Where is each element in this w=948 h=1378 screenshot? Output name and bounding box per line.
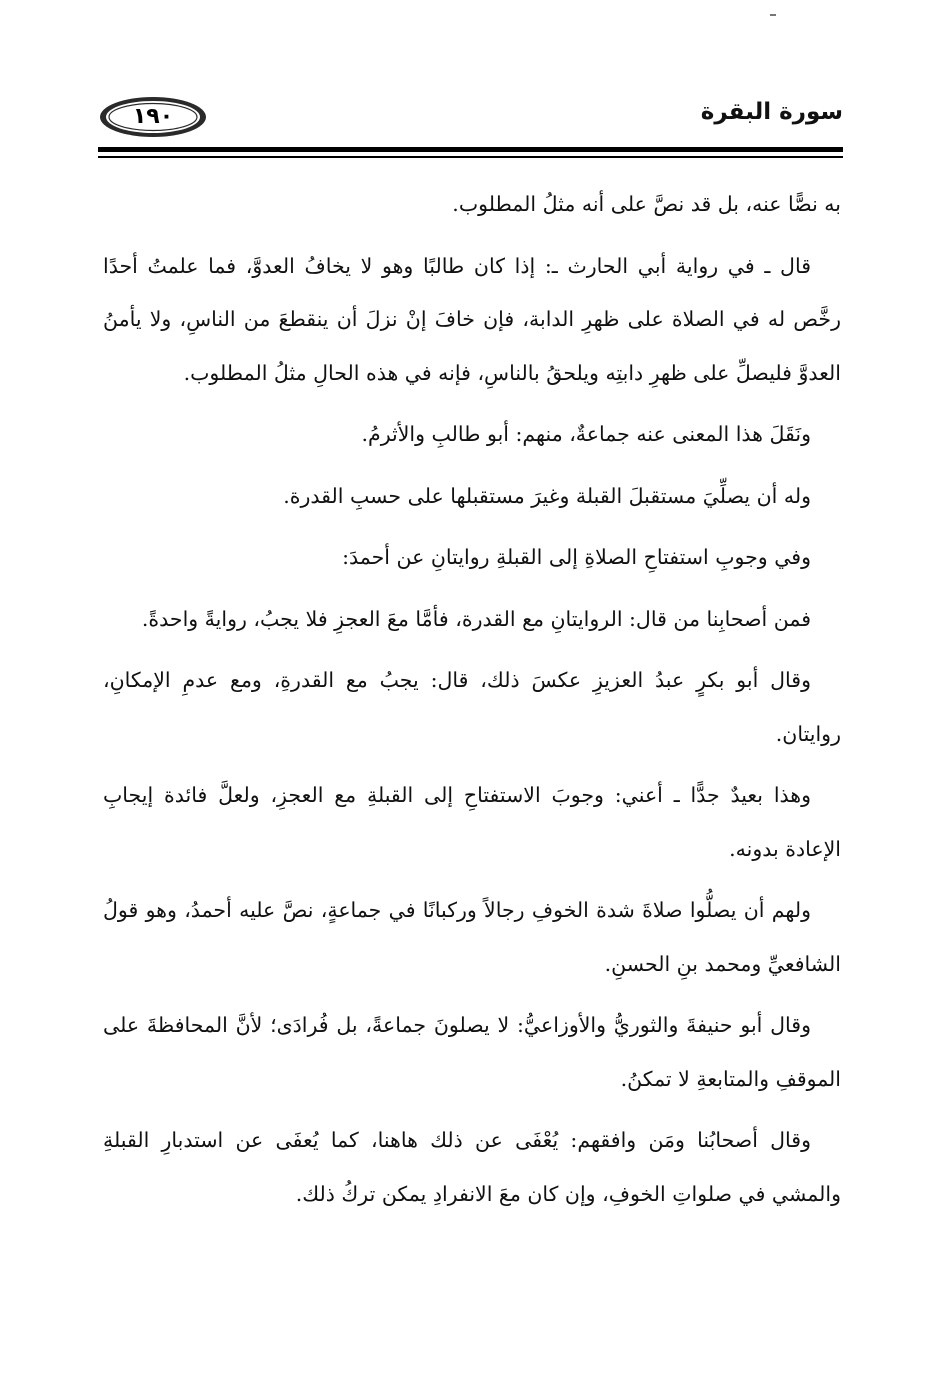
paragraph: وهذا بعيدٌ جدًّا ـ أعني: وجوبَ الاستفتاحِ إلى القبلةِ مع العجزِ، ولعلَّ فائدة إيجابِ الإعادة بدونه.	[103, 783, 841, 861]
paragraph: به نصًّا عنه، بل قد نصَّ على أنه مثلُ المطلوب.	[452, 192, 841, 216]
scan-mark	[770, 14, 776, 16]
page-number: ١٩٠	[132, 104, 174, 129]
body-text	[103, 178, 841, 1229]
paragraph: وله أن يصلِّيَ مستقبلَ القبلة وغيرَ مستقبلها على حسبِ القدرة.	[283, 483, 811, 508]
paragraph: وقال أصحابُنا ومَن وافقهم: يُعْفَى عن ذلك هاهنا، كما يُعفَى عن استدبارِ القبلةِ والمشي في صلواتِ الخوفِ، وإن كان معَ الانفرادِ يمكن تركُ ذلك.	[103, 1128, 841, 1206]
paragraph: فمن أصحابِنا من قال: الروايتانِ مع القدرة، فأمَّا معَ العجزِ فلا يجبُ، روايةً واحدةً.	[141, 606, 811, 631]
paragraph: ولهم أن يصلُّوا صلاةَ شدة الخوفِ رجالاً وركبانًا في جماعةٍ، نصَّ عليه أحمدُ، وهو قولُ الشافعيِّ ومحمد بنِ الحسنِ.	[103, 898, 841, 976]
page-number-badge	[98, 95, 208, 139]
header-rule-thick	[98, 147, 843, 152]
surah-title: سورة البقرة	[700, 99, 843, 125]
header-rule-thin	[98, 156, 843, 158]
paragraph: وقال أبو بكرٍ عبدُ العزيزِ عكسَ ذلك، قال: يجبُ مع القدرةِ، ومع عدمِ الإمكانِ، روايتان.	[103, 668, 841, 746]
paragraph: وفي وجوبِ استفتاحِ الصلاةِ إلى القبلةِ روايتانِ عن أحمدَ:	[342, 545, 811, 569]
page-header	[98, 95, 843, 147]
paragraph: قال ـ في رواية أبي الحارث ـ: إذا كان طالبًا وهو لا يخافُ العدوَّ، فما علمتُ أحدًا رخَّص له في الصلاة على ظهرِ الدابة، فإن خافَ إنْ نزلَ أن ينقطعَ من الناسِ، ولا يأمنُ العدوَّ فليصلِّ على ظهرِ دابتِه ويلحقُ بالناسِ، فإنه في هذه الحالِ مثلُ المطلوب.	[103, 253, 841, 385]
paragraph: وقال أبو حنيفةَ والثوريُّ والأوزاعيُّ: لا يصلونَ جماعةً، بل فُرادَى؛ لأنَّ المحافظةَ على الموقفِ والمتابعةِ لا تمكنُ.	[103, 1013, 841, 1091]
paragraph: ونَقَلَ هذا المعنى عنه جماعةٌ، منهم: أبو طالبِ والأثرمُ.	[361, 422, 811, 446]
